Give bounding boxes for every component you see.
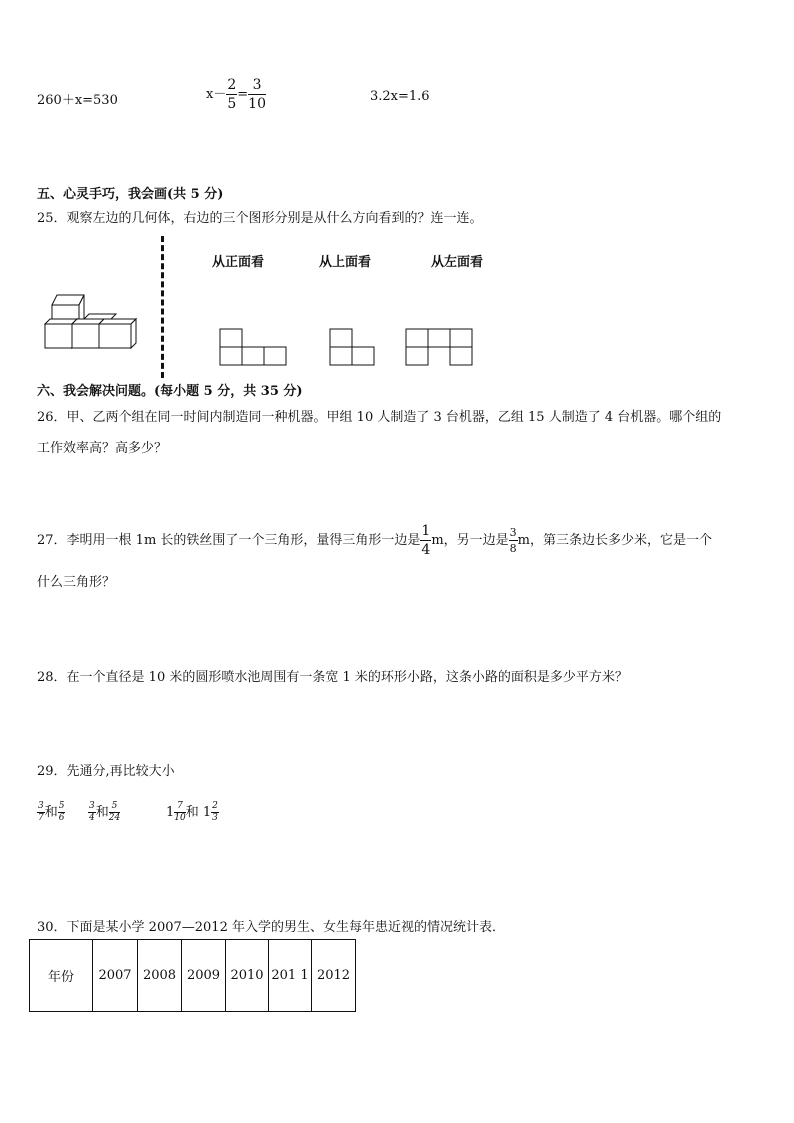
cube-solid-figure — [40, 290, 145, 356]
label-front-view: 从正面看 — [212, 255, 265, 270]
question-29-text: 29．先通分,再比较大小 — [37, 764, 175, 779]
section-6-heading: 六、我会解决问题。(每小题 5 分，共 35 分) — [37, 384, 303, 399]
equation-1: 260＋x=530 — [37, 93, 118, 108]
compare-pair-1: $\frac{3}{7}$ 和 $\frac{5}{6}$ — [38, 801, 65, 823]
dashed-divider — [161, 236, 164, 378]
question-25-text: 25．观察左边的几何体，右边的三个图形分别是从什么方向看到的？连一连。 — [37, 211, 483, 226]
label-top-view: 从上面看 — [319, 255, 372, 270]
left-view-grid — [405, 328, 474, 366]
table-row — [30, 940, 356, 1012]
question-26-line-2: 工作效率高？高多少？ — [37, 441, 168, 456]
myopia-stats-table — [29, 939, 356, 1012]
fraction-2-5: $\frac{2}{5}$ — [227, 77, 237, 112]
equation-2 — [206, 78, 266, 111]
table-header-cell: 201 1 — [269, 940, 312, 1012]
equals-sign: = — [237, 87, 249, 102]
question-28-text: 28．在一个直径是 10 米的圆形喷水池周围有一条宽 1 米的环形小路，这条小路的面积是多少平方米？ — [37, 670, 628, 685]
question-27-line-2: 什么三角形？ — [37, 575, 116, 590]
label-left-view: 从左面看 — [431, 255, 484, 270]
equation-2-prefix: x－ — [206, 87, 227, 102]
table-header-cell: 2008 — [138, 940, 182, 1012]
equation-3: 3.2x=1.6 — [370, 89, 430, 104]
front-view-grid — [219, 328, 288, 366]
top-view-grid — [329, 328, 376, 366]
table-header-cell: 2010 — [226, 940, 269, 1012]
table-header-cell: 2009 — [182, 940, 226, 1012]
question-27-line-1: 27．李明用一根 1m 长的铁丝围了一个三角形，量得三角形一边是 $\frac{1}{4}$ m，另一边是 $\frac{3}{8}$ m，第三条边长多少米，它是一个 — [37, 523, 712, 558]
table-header-cell: 2007 — [93, 940, 138, 1012]
fraction-1-4: $\frac{1}{4}$ — [421, 523, 431, 558]
table-header-cell: 2012 — [312, 940, 356, 1012]
fraction-3-10: $\frac{3}{10}$ — [248, 77, 266, 112]
section-5-heading: 五、心灵手巧，我会画(共 5 分) — [37, 187, 224, 202]
compare-pair-3: 1 $\frac{7}{10}$ 和 1 $\frac{2}{3}$ — [166, 801, 218, 823]
fraction-3-8: $\frac{3}{8}$ — [509, 526, 517, 555]
question-30-text: 30．下面是某小学 2007—2012 年入学的男生、女生每年患近视的情况统计表． — [37, 920, 505, 935]
question-26-line-1: 26．甲、乙两个组在同一时间内制造同一种机器。甲组 10 人制造了 3 台机器，乙组 15 人制造了 4 台机器。哪个组的 — [37, 410, 722, 425]
compare-pair-2: $\frac{3}{4}$ 和 $\frac{5}{24}$ — [89, 801, 121, 823]
table-header-cell: 年份 — [30, 940, 93, 1012]
